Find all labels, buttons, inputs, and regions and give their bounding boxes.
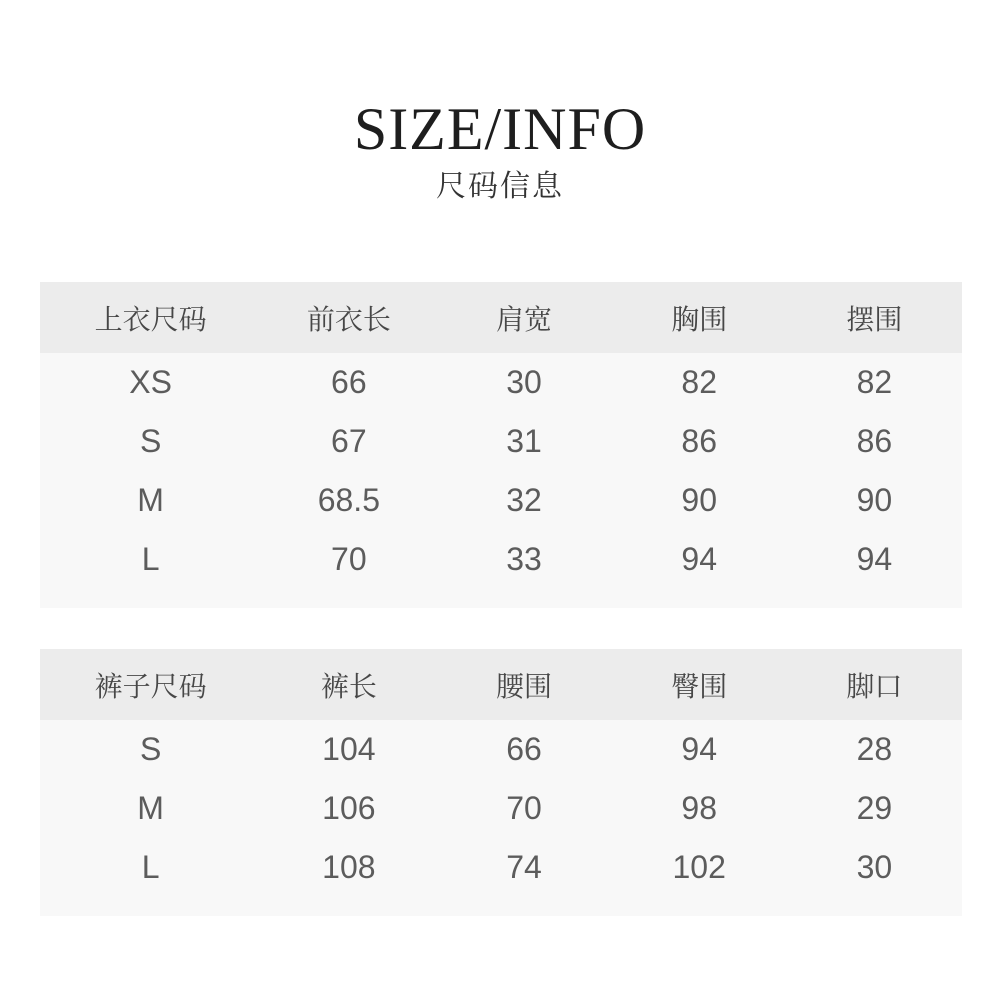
value-cell: 30 bbox=[506, 364, 542, 400]
value-cell: 32 bbox=[506, 482, 542, 518]
tops-header-front-length: 前衣长 bbox=[306, 303, 391, 335]
value-cell: 94 bbox=[856, 541, 893, 577]
value-cell: 90 bbox=[856, 482, 893, 518]
page-header bbox=[0, 0, 1000, 202]
table-row bbox=[40, 412, 962, 471]
value-cell: 29 bbox=[856, 790, 893, 826]
value-cell: 31 bbox=[506, 423, 542, 459]
value-cell: 82 bbox=[856, 364, 893, 400]
value-cell: 70 bbox=[331, 541, 367, 577]
pants-size-table bbox=[40, 649, 962, 916]
table-row bbox=[40, 838, 962, 897]
value-cell: 106 bbox=[322, 790, 376, 826]
tops-table-body bbox=[40, 353, 962, 608]
value-cell: 66 bbox=[506, 731, 542, 767]
table-row bbox=[40, 779, 962, 838]
page-title: SIZE/INFO bbox=[353, 96, 647, 162]
table-row bbox=[40, 353, 962, 412]
pants-table-header-row bbox=[40, 649, 962, 720]
page-subtitle: 尺码信息 bbox=[436, 170, 564, 203]
tops-size-table bbox=[40, 282, 962, 608]
tops-header-shoulder: 肩宽 bbox=[496, 303, 553, 335]
value-cell: 30 bbox=[856, 849, 893, 885]
value-cell: 86 bbox=[681, 423, 717, 459]
value-cell: 98 bbox=[681, 790, 717, 826]
value-cell: 104 bbox=[322, 731, 376, 767]
table-row bbox=[40, 720, 962, 779]
size-cell: S bbox=[139, 423, 162, 459]
value-cell: 94 bbox=[681, 731, 717, 767]
pants-header-waist: 腰围 bbox=[496, 670, 553, 702]
value-cell: 102 bbox=[672, 849, 726, 885]
pants-header-leg-opening: 脚口 bbox=[846, 670, 903, 702]
size-cell: S bbox=[139, 731, 162, 767]
pants-header-length: 裤长 bbox=[320, 670, 377, 702]
value-cell: 86 bbox=[856, 423, 893, 459]
size-cell: XS bbox=[129, 364, 172, 400]
value-cell: 66 bbox=[331, 364, 367, 400]
tops-header-size: 上衣尺码 bbox=[94, 303, 207, 335]
tops-table-header-row bbox=[40, 282, 962, 353]
tops-header-hem: 摆围 bbox=[846, 303, 903, 335]
pants-header-hip: 臀围 bbox=[671, 670, 728, 702]
tops-header-bust: 胸围 bbox=[671, 303, 728, 335]
value-cell: 74 bbox=[506, 849, 542, 885]
value-cell: 82 bbox=[681, 364, 717, 400]
size-cell: L bbox=[141, 849, 160, 885]
pants-header-size: 裤子尺码 bbox=[94, 670, 207, 702]
size-cell: M bbox=[137, 790, 164, 826]
table-row bbox=[40, 530, 962, 589]
value-cell: 70 bbox=[506, 790, 542, 826]
value-cell: 108 bbox=[322, 849, 376, 885]
value-cell: 90 bbox=[681, 482, 717, 518]
value-cell: 94 bbox=[681, 541, 717, 577]
table-row bbox=[40, 471, 962, 530]
pants-table-body bbox=[40, 720, 962, 916]
value-cell: 28 bbox=[856, 731, 893, 767]
size-cell: M bbox=[137, 482, 164, 518]
value-cell: 33 bbox=[506, 541, 542, 577]
size-cell: L bbox=[141, 541, 160, 577]
value-cell: 68.5 bbox=[317, 482, 380, 518]
value-cell: 67 bbox=[331, 423, 367, 459]
